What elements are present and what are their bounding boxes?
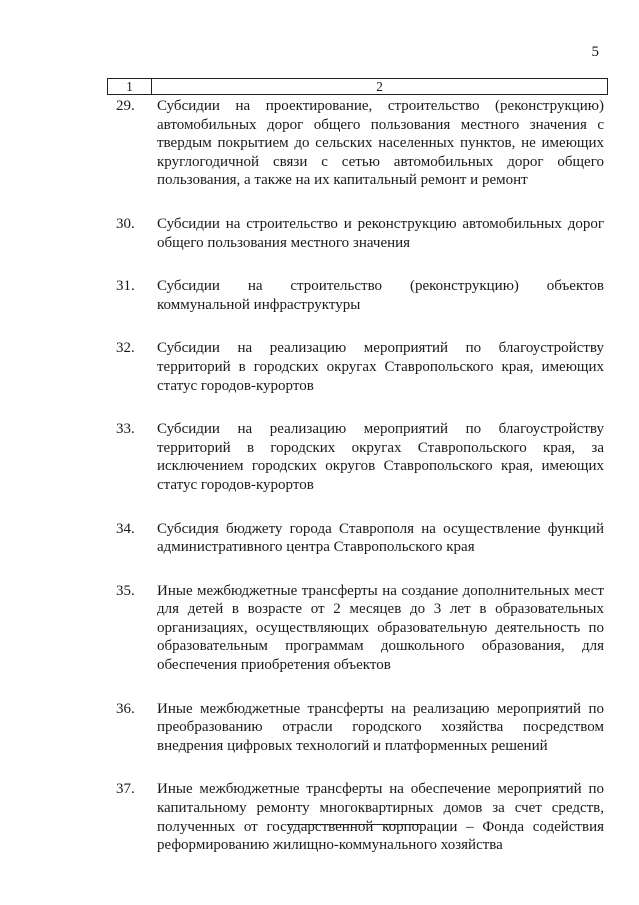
entry-number: 29. [116, 98, 135, 114]
entry-text: Субсидии на проектирование, строительство (реконструкцию) автомобильных дорог общего пользования местного значения с твердым покрытием до сельских населенных пунктов, не имеющих круглогодичной связи с сетью автомобильных дорог общего пользования, а также на их капитальный ремонт и ремонт [157, 98, 604, 189]
column-header-table [107, 78, 608, 95]
entry-text: Иные межбюджетные трансферты на обеспечение мероприятий по капитальному ремонту многоквартирных домов за счет средств, полученных от государственной корпорации – Фонда содействия реформированию жилищно-коммунального хозяйства [157, 781, 604, 854]
entry-text: Субсидии на реализацию мероприятий по благоустройству территорий в городских округах Ставропольского края, имеющих статус городов-курортов [157, 340, 604, 394]
entry-number: 33. [116, 421, 135, 438]
list-item [116, 520, 604, 557]
list-item [116, 700, 604, 756]
entry-text: Субсидии на строительство (реконструкцию) объектов коммунальной инфраструктуры [157, 278, 604, 313]
column-header-2: 2 [152, 79, 608, 95]
list-item [116, 215, 604, 252]
entry-number: 32. [116, 340, 135, 357]
entry-text: Субсидии на реализацию мероприятий по благоустройству территорий в городских округах Ставропольского края, за исключением городских округов Ставропольского края, имеющих статус городов-курортов [157, 421, 604, 493]
entry-text: Субсидия бюджету города Ставрополя на осуществление функций административного центра Ставропольского края [157, 520, 604, 556]
page-number: 5 [591, 44, 599, 60]
list-item [116, 780, 604, 854]
footer-divider [287, 824, 425, 825]
entry-text: Иные межбюджетные трансферты на создание дополнительных мест для детей в возрасте от 2 месяцев до 3 лет в образовательных организациях, осуществляющих образовательную деятельность по образовательным программам дошкольного образования, для обеспечения приобретения объектов [157, 582, 604, 674]
entry-number: 30. [116, 215, 135, 232]
list-item [116, 582, 604, 675]
entry-text: Субсидии на строительство и реконструкцию автомобильных дорог общего пользования местного значения [157, 215, 604, 251]
entry-number: 37. [116, 781, 135, 798]
entry-number: 31. [116, 278, 135, 295]
entry-number: 36. [116, 700, 135, 717]
list-item [116, 97, 604, 190]
column-header-1: 1 [108, 79, 152, 95]
entry-number: 34. [116, 520, 135, 537]
entry-number: 35. [116, 582, 135, 599]
list-item [116, 339, 604, 395]
entry-text: Иные межбюджетные трансферты на реализацию мероприятий по преобразованию отрасли городского хозяйства посредством внедрения цифровых технологий и платформенных решений [157, 700, 604, 754]
entry-list [116, 97, 604, 855]
list-item [116, 420, 604, 494]
list-item [116, 277, 604, 314]
